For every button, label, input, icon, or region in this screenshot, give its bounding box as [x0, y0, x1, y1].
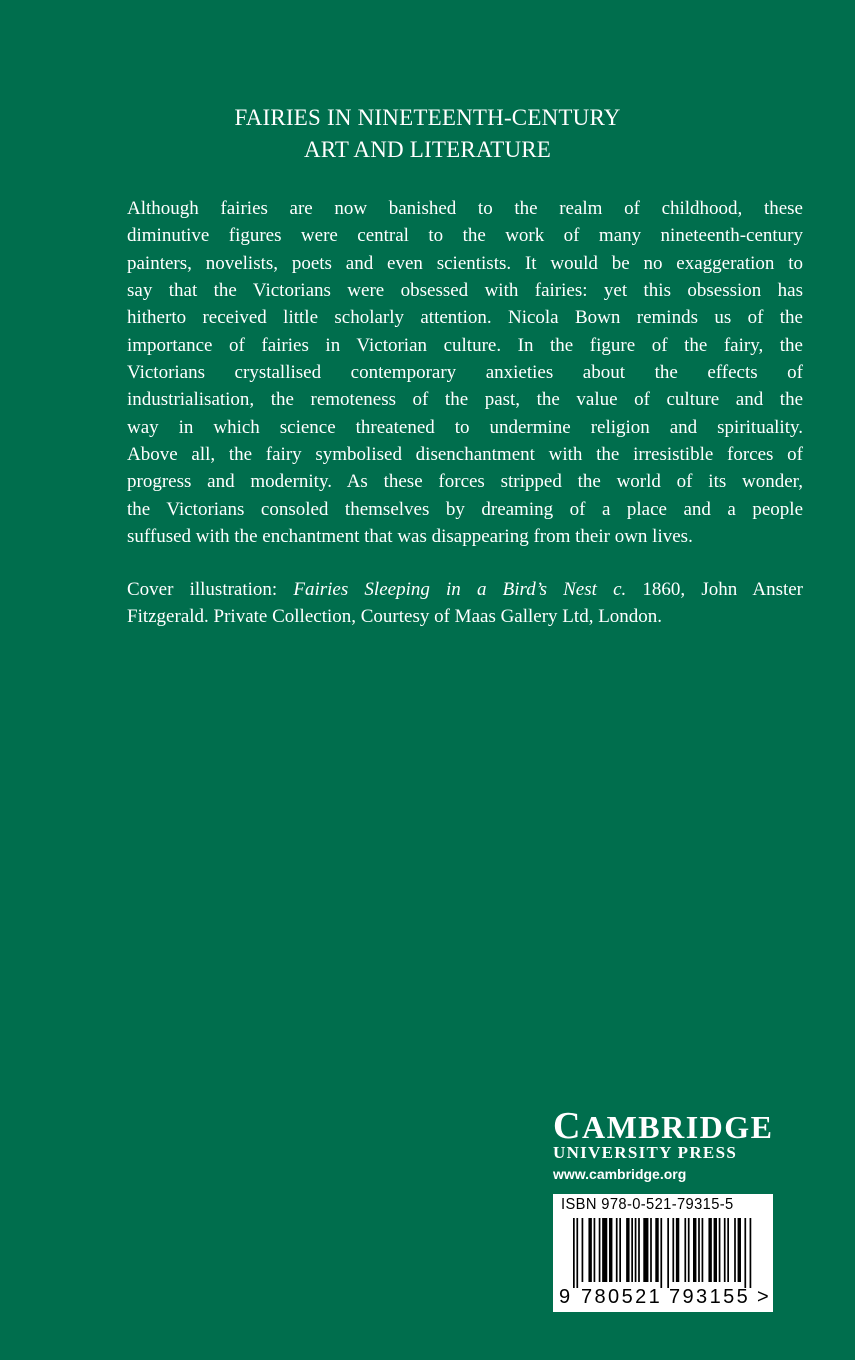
barcode-bar	[643, 1218, 648, 1282]
barcode-bar	[626, 1218, 629, 1282]
barcode-bar	[672, 1218, 674, 1282]
barcode-bar	[727, 1218, 729, 1282]
barcode-bar	[635, 1218, 637, 1282]
isbn-barcode	[553, 1194, 773, 1312]
barcode-bar	[734, 1218, 736, 1282]
publisher-name-initial: C	[553, 1105, 582, 1147]
barcode-bar	[588, 1218, 591, 1282]
publisher-name-rest: AMBRIDGE	[581, 1109, 774, 1145]
barcode-bar	[619, 1218, 621, 1282]
book-title-line-1: FAIRIES IN NINETEENTH-CENTURY	[234, 105, 621, 130]
barcode-bar	[676, 1218, 679, 1282]
blurb-line: hitherto received little scholarly attention. Nicola Bown reminds us of the	[127, 307, 803, 329]
barcode-bar	[698, 1218, 700, 1282]
blurb-line: Victorians crystallised contemporary anxieties about the effects of	[127, 362, 803, 384]
barcode-digits-end: >	[757, 1286, 769, 1308]
publisher-press: UNIVERSITY PRESS	[553, 1143, 738, 1162]
barcode-bar	[750, 1218, 752, 1288]
blurb-line: way in which science threatened to undermine religion and spirituality.	[127, 416, 803, 438]
barcode-bar	[738, 1218, 741, 1282]
barcode-bar	[582, 1218, 584, 1282]
barcode-bar	[667, 1218, 669, 1288]
publisher-name	[553, 1105, 775, 1147]
blurb-line: Although fairies are now banished to the realm of childhood, these	[127, 198, 803, 219]
blurb-line: importance of fairies in Victorian culture. In the figure of the fairy, the	[127, 334, 803, 356]
blurb-line: suffused with the enchantment that was disappearing from their own lives.	[127, 526, 693, 548]
barcode-bar	[576, 1218, 578, 1288]
blurb-line: say that the Victorians were obsessed with fairies: yet this obsession has	[127, 280, 803, 302]
cover-illustration-credit	[127, 576, 803, 631]
isbn-label: ISBN 978-0-521-79315-5	[561, 1196, 734, 1213]
barcode-bar	[708, 1218, 711, 1282]
barcode-digit-first: 9	[559, 1286, 571, 1308]
barcode-bar	[650, 1218, 652, 1282]
barcode-bar	[660, 1218, 662, 1288]
cover-credit-line-2: Fitzgerald. Private Collection, Courtesy of Maas Gallery Ltd, London.	[127, 606, 663, 628]
blurb-line: the Victorians consoled themselves by dreaming of a place and a people	[127, 498, 803, 520]
barcode-bar	[693, 1218, 696, 1282]
blurb-line: painters, novelists, poets and even scientists. It would be no exaggeration to	[127, 252, 803, 274]
blurb-line: diminutive figures were central to the work of many nineteenth-century	[127, 225, 803, 247]
barcode-bars	[573, 1218, 753, 1288]
barcode-bar	[573, 1218, 575, 1288]
barcode-bar	[684, 1218, 686, 1282]
barcode-bar	[602, 1218, 607, 1282]
barcode-digits-group-1: 780521	[581, 1286, 663, 1308]
barcode-bar	[744, 1218, 746, 1288]
cover-artwork-title: Fairies Sleeping in a Bird’s Nest c.	[293, 579, 627, 600]
blurb-line: Above all, the fairy symbolised disenchantment with the irresistible forces of	[127, 444, 803, 466]
blurb-line: progress and modernity. As these forces stripped the world of its wonder,	[127, 471, 803, 493]
barcode-bar	[655, 1218, 658, 1282]
blurb-paragraph	[127, 195, 803, 550]
barcode-bar	[616, 1218, 618, 1282]
publisher-website: www.cambridge.org	[553, 1166, 687, 1182]
barcode-bar	[688, 1218, 690, 1282]
cover-credit-prefix: Cover illustration:	[127, 579, 294, 600]
blurb-line: industrialisation, the remoteness of the past, the value of culture and the	[127, 389, 803, 411]
barcode-digits-group-2: 793155	[669, 1286, 751, 1308]
publisher-logo	[553, 1105, 775, 1184]
barcode-bar	[631, 1218, 633, 1282]
barcode-bar	[719, 1218, 721, 1282]
barcode-bar	[609, 1218, 612, 1282]
barcode-bar	[594, 1218, 596, 1282]
barcode-bar	[724, 1218, 726, 1282]
barcode-bar	[702, 1218, 704, 1282]
barcode-bar	[599, 1218, 601, 1282]
cover-credit-suffix: 1860, John Anster	[626, 579, 804, 600]
barcode-bar	[638, 1218, 640, 1282]
barcode-bar	[714, 1218, 717, 1282]
cover-credit-line-1	[127, 576, 803, 603]
book-title-line-2: ART AND LITERATURE	[303, 137, 552, 162]
